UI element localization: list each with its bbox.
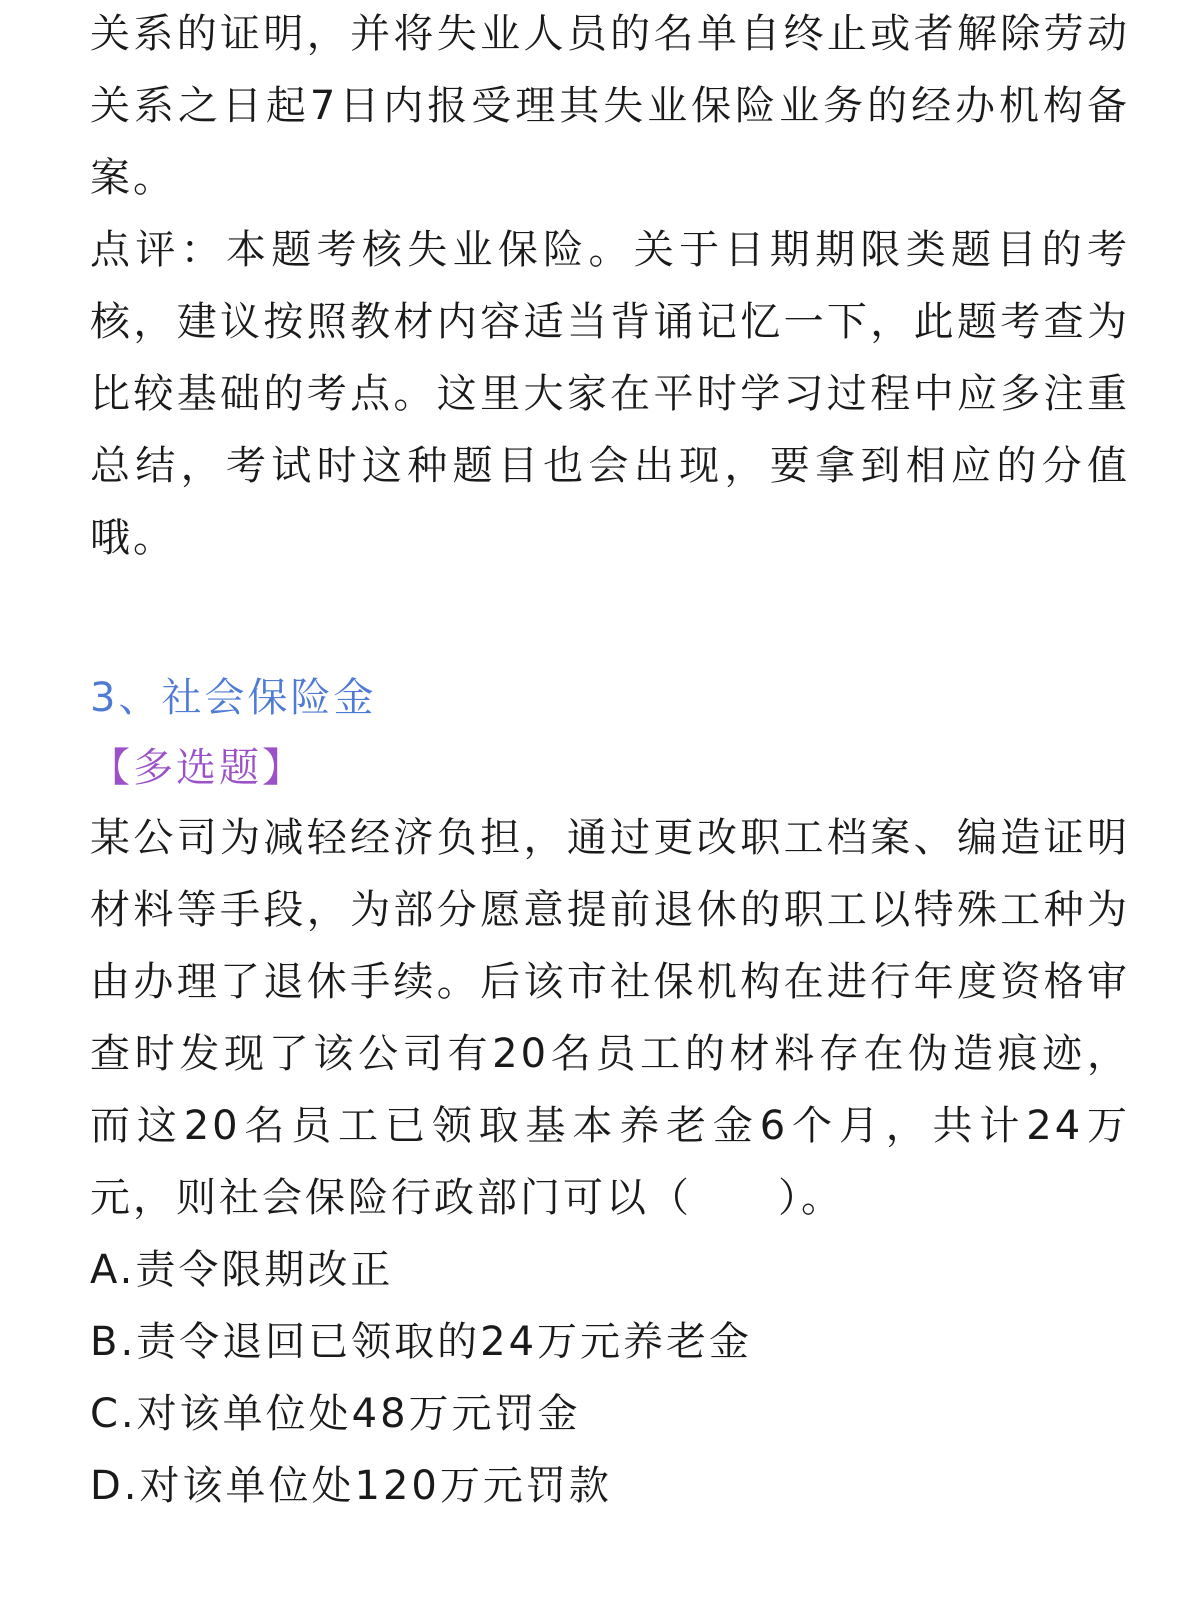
question-type-label: 【多选题】 xyxy=(90,745,305,791)
options-list xyxy=(90,1234,1130,1522)
section-title: 3、社会保险金 xyxy=(90,675,377,721)
option-d: D.对该单位处120万元罚款 xyxy=(90,1463,612,1509)
option-b: B.责令退回已领取的24万元养老金 xyxy=(90,1319,753,1365)
document-body xyxy=(90,0,1130,1522)
option-c: C.对该单位处48万元罚金 xyxy=(90,1391,581,1437)
paragraph-comment: 点评：本题考核失业保险。关于日期期限类题目的考核，建议按照教材内容适当背诵记忆一下，此题考查为比较基础的考点。这里大家在平时学习过程中应多注重总结，考试时这种题目也会出现，要拿到相应的分值哦。 xyxy=(90,227,1130,561)
question-text: 某公司为减轻经济负担，通过更改职工档案、编造证明材料等手段，为部分愿意提前退休的职工以特殊工种为由办理了退休手续。后该市社保机构在进行年度资格审查时发现了该公司有20名员工的材料存在伪造痕迹，而这20名员工已领取基本养老金6个月，共计24万元，则社会保险行政部门可以（ ）。 xyxy=(90,815,1130,1221)
option-a: A.责令限期改正 xyxy=(90,1247,394,1293)
paragraph-intro: 关系的证明，并将失业人员的名单自终止或者解除劳动关系之日起7日内报受理其失业保险业务的经办机构备案。 xyxy=(90,11,1130,201)
